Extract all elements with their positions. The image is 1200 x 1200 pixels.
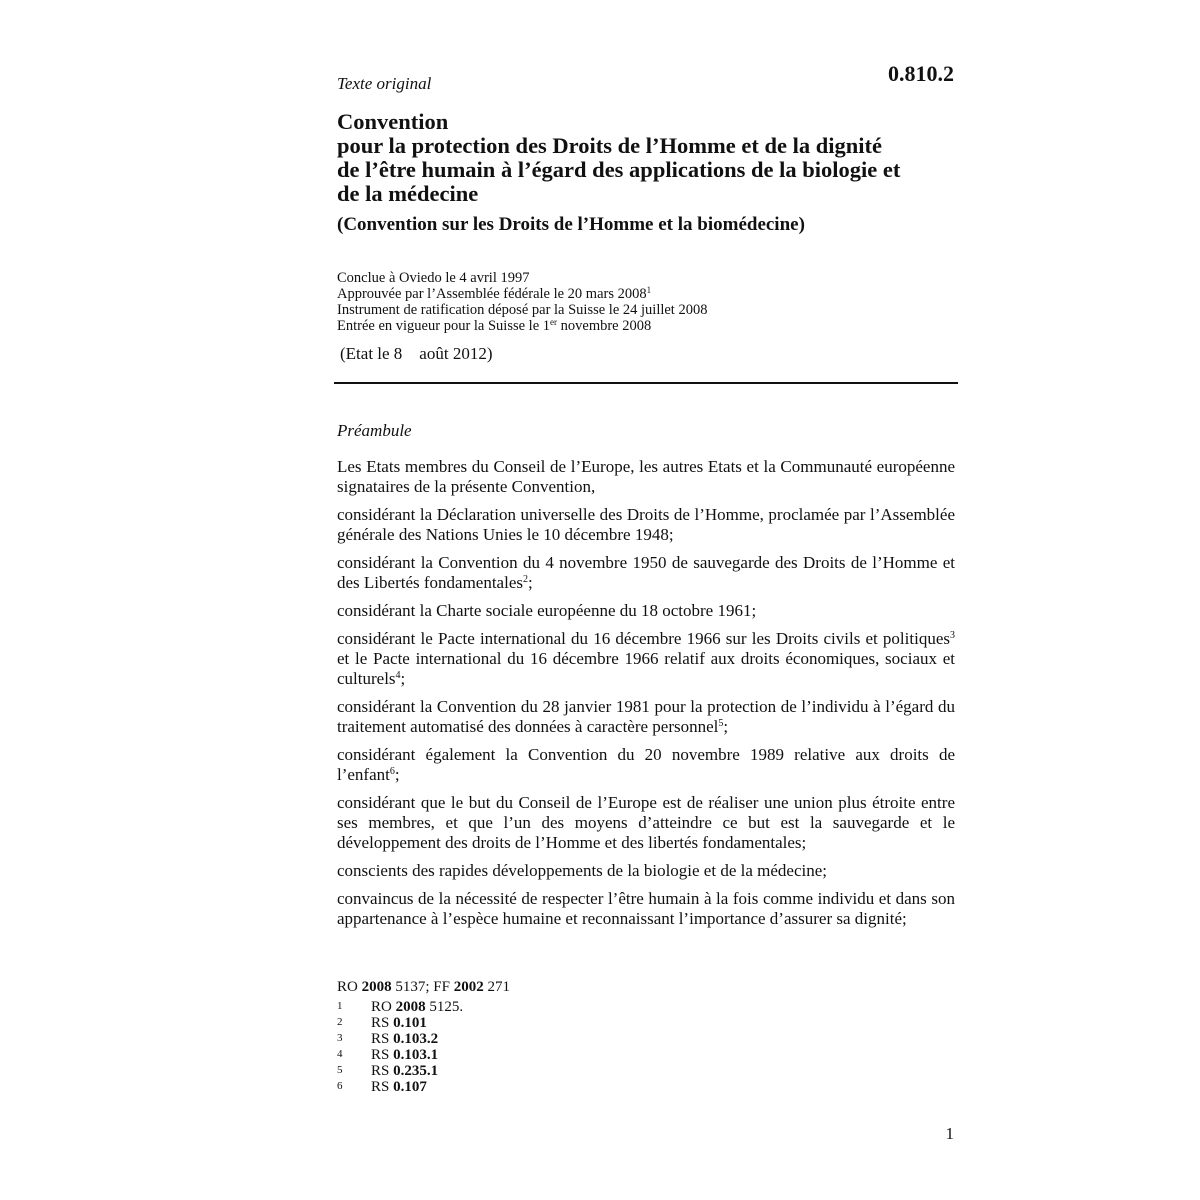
paragraph [337,629,955,689]
footnote-prefix: RS [371,1015,390,1031]
ro-page: 5137 [395,979,426,995]
texte-original-label: Texte original [337,74,432,93]
footnote-ref-number: 0.107 [393,1079,427,1095]
paragraph: Les Etats membres du Conseil de l’Europe, les autres Etats et la Communauté européenne signataires de la présente Convention, [337,457,955,496]
footnote [337,1079,463,1095]
status-date: (Etat le 8 août 2012) [340,344,493,363]
ro-label: RO [337,979,358,995]
footnote-text [371,1015,427,1031]
footnote-number: 5 [337,1064,343,1076]
paragraph: considérant que le but du Conseil de l’Europe est de réaliser une union plus étroite entre ses membres, et que l’un des moyens d’atteindre ce but est la sauvegarde et le développement des droits de l’Homme et des libertés fondamentales; [337,793,955,852]
page-number: 1 [945,1124,954,1143]
footnote-ref: 6 [389,766,395,777]
meta-concluded: Conclue à Oviedo le 4 avril 1997 [337,270,530,286]
preamble-body [337,457,955,937]
preamble-heading: Préambule [337,421,412,440]
meta-entry-text: Entrée en vigueur pour la Suisse le 1 [337,318,551,334]
ff-label: ; FF [425,979,450,995]
title-line: pour la protection des Droits de l’Homme et de la dignité [337,133,882,158]
meta-ratification: Instrument de ratification déposé par la Suisse le 24 juillet 2008 [337,302,708,318]
footnote-prefix: RS [371,1047,390,1063]
footnote-text [371,1047,438,1063]
title-line: de l’être humain à l’égard des applications de la biologie et [337,157,901,182]
footnote-ref: 1 [646,285,652,295]
paragraph: considérant la Déclaration universelle des Droits de l’Homme, proclamée par l’Assemblée générale des Nations Unies le 10 décembre 1948; [337,505,955,544]
footnote [337,1047,463,1063]
footnote-prefix: RS [371,1063,390,1079]
paragraph-text: et le Pacte international du 16 décembre 1966 relatif aux droits économiques, sociaux et culturels [337,649,955,688]
footnote-ref: 4 [395,670,401,681]
footnote-ref: 3 [950,630,955,641]
subtitle: (Convention sur les Droits de l’Homme et la biomédecine) [337,214,805,235]
footnote-list [337,999,463,1095]
footnote-ref-number: 2008 [395,999,426,1015]
ff-year: 2002 [453,979,484,995]
paragraph-text: considérant la Convention du 4 novembre 1950 de sauvegarde des Droits de l’Homme et des Libertés fondamentales [337,553,955,592]
sr-number: 0.810.2 [888,61,954,86]
paragraph-end: ; [528,573,533,592]
ordinal-suffix: er [550,317,558,327]
ro-year: 2008 [361,979,392,995]
paragraph: convaincus de la nécessité de respecter l’être humain à la fois comme individu et dans son appartenance à l’espèce humaine et reconnaissant l’importance d’assurer sa dignité; [337,889,955,928]
footnote-ref-number: 0.101 [393,1015,427,1031]
paragraph-text: considérant le Pacte international du 16 décembre 1966 sur les Droits civils et politiques [337,629,950,648]
paragraph [337,553,955,593]
paragraph-end: ; [394,765,400,784]
footnote-text [371,1063,438,1079]
title-line: Convention [337,109,449,134]
paragraph-end: ; [723,717,729,736]
paragraph: considérant la Charte sociale européenne du 18 octobre 1961; [337,601,757,620]
paragraph [337,697,955,737]
footnote-ref: 5 [718,718,724,729]
footnote-ref-number: 0.103.2 [393,1031,439,1047]
footnote-number: 6 [337,1080,343,1092]
footnote-number: 3 [337,1032,343,1044]
footnote-prefix: RS [371,1031,390,1047]
meta-block [337,270,707,334]
meta-approved [337,286,707,302]
ff-page: 271 [487,979,510,995]
divider [334,382,958,384]
paragraph: conscients des rapides développements de la biologie et de la médecine; [337,861,827,880]
publication-reference [337,979,510,996]
footnote-prefix: RO [371,999,392,1015]
paragraph-text: considérant également la Convention du 20 novembre 1989 relative aux droits de l’enfant [337,745,955,784]
title-block [337,110,977,237]
footnote-text [371,1031,438,1047]
paragraph-end: ; [400,669,406,688]
meta-approved-text: Approuvée par l’Assemblée fédérale le 20 mars 2008 [337,286,647,302]
footnote-rest: 5125. [429,999,464,1015]
footnote-number: 1 [337,1000,343,1012]
footnote [337,1015,463,1031]
paragraph-text: considérant la Convention du 28 janvier 1981 pour la protection de l’individu à l’égard du traitement automatisé des données à caractère personnel [337,697,955,736]
footnote-ref-number: 0.235.1 [393,1063,439,1079]
title-line: de la médecine [337,181,479,206]
footnote [337,1031,463,1047]
footnote-ref-number: 0.103.1 [393,1047,439,1063]
meta-entry-date: novembre 2008 [557,318,652,334]
footnote-text [371,999,463,1015]
footnote [337,1063,463,1079]
meta-entry [337,318,707,334]
footnote [337,999,463,1015]
footnote-text [371,1079,427,1095]
footnote-prefix: RS [371,1079,390,1095]
footnote-number: 2 [337,1016,343,1028]
paragraph [337,745,955,785]
footnote-ref: 2 [523,574,528,585]
footnote-number: 4 [337,1048,343,1060]
